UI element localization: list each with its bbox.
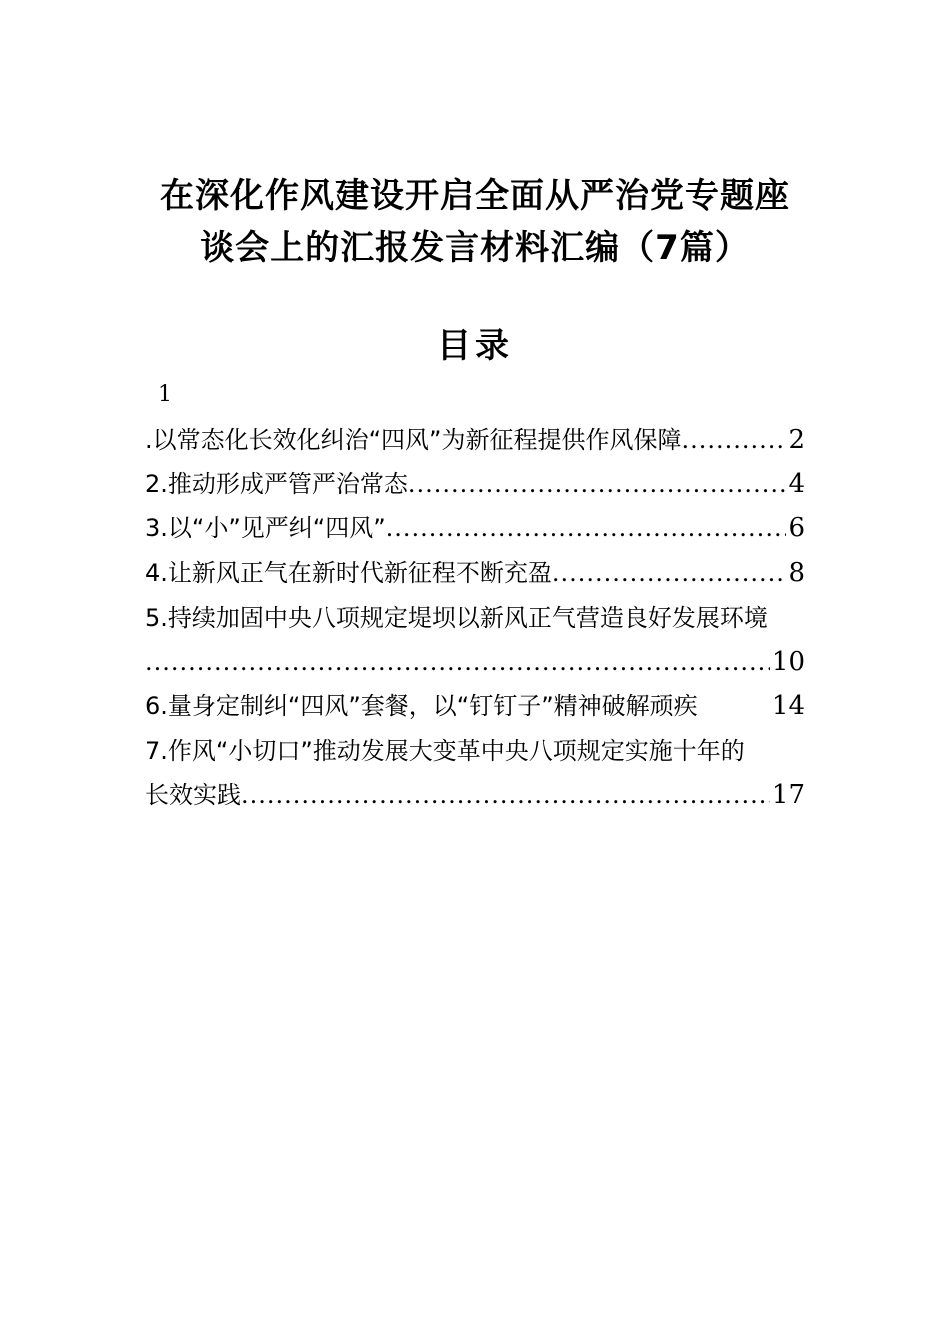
toc-entry-title: .以常态化长效化纠治“四风”为新征程提供作风保障 bbox=[145, 426, 682, 454]
toc-leader-dots bbox=[682, 422, 787, 458]
toc-leader-dots bbox=[386, 510, 787, 546]
toc-entry-title: 5.持续加固中央八项规定堤坝以新风正气营造良好发展环境 bbox=[145, 604, 768, 632]
toc-entry-6[interactable] bbox=[145, 688, 805, 724]
toc-entry-title: 2.推动形成严管严治常态 bbox=[145, 470, 408, 498]
toc-leader-dots bbox=[552, 555, 787, 591]
toc-entry-3[interactable] bbox=[145, 510, 805, 546]
toc-entry-title: 3.以“小”见严纠“四风” bbox=[145, 514, 386, 542]
toc-entry-title: 6.量身定制纠“四风”套餐，以“钉钉子”精神破解顽疾 bbox=[145, 692, 698, 720]
toc-leader-dots bbox=[408, 466, 787, 502]
toc-entry-page: 8 bbox=[788, 558, 805, 588]
toc-entry-page: 17 bbox=[771, 780, 805, 810]
toc-heading: 目录 bbox=[437, 326, 513, 366]
document-title-line-1: 在深化作风建设开启全面从严治党专题座 bbox=[160, 176, 790, 216]
toc-entry-page: 2 bbox=[788, 425, 805, 455]
toc-entry-7[interactable] bbox=[145, 733, 805, 769]
toc-entry-7-continuation[interactable] bbox=[145, 777, 805, 813]
toc-entry-2[interactable] bbox=[145, 466, 805, 502]
toc-leader-dots bbox=[145, 644, 770, 680]
toc-entry-title-continuation: 长效实践 bbox=[145, 781, 241, 809]
toc-entry-page: 6 bbox=[788, 513, 805, 543]
toc-entry-page: 14 bbox=[771, 691, 805, 721]
toc-entry-5[interactable] bbox=[145, 600, 805, 636]
toc-entry-page: 10 bbox=[771, 647, 805, 677]
toc-entry-1[interactable] bbox=[145, 422, 805, 458]
toc-entry-4[interactable] bbox=[145, 555, 805, 591]
document-title-line-2: 谈会上的汇报发言材料汇编（7篇） bbox=[200, 228, 750, 268]
toc-leader-dots bbox=[241, 777, 770, 813]
stray-number: 1 bbox=[158, 382, 172, 407]
toc-entry-5-continuation[interactable] bbox=[145, 644, 805, 680]
toc-entry-title: 4.让新风正气在新时代新征程不断充盈 bbox=[145, 559, 552, 587]
toc-entry-title: 7.作风“小切口”推动发展大变革中央八项规定实施十年的 bbox=[145, 737, 745, 765]
toc-entry-page: 4 bbox=[788, 469, 805, 499]
